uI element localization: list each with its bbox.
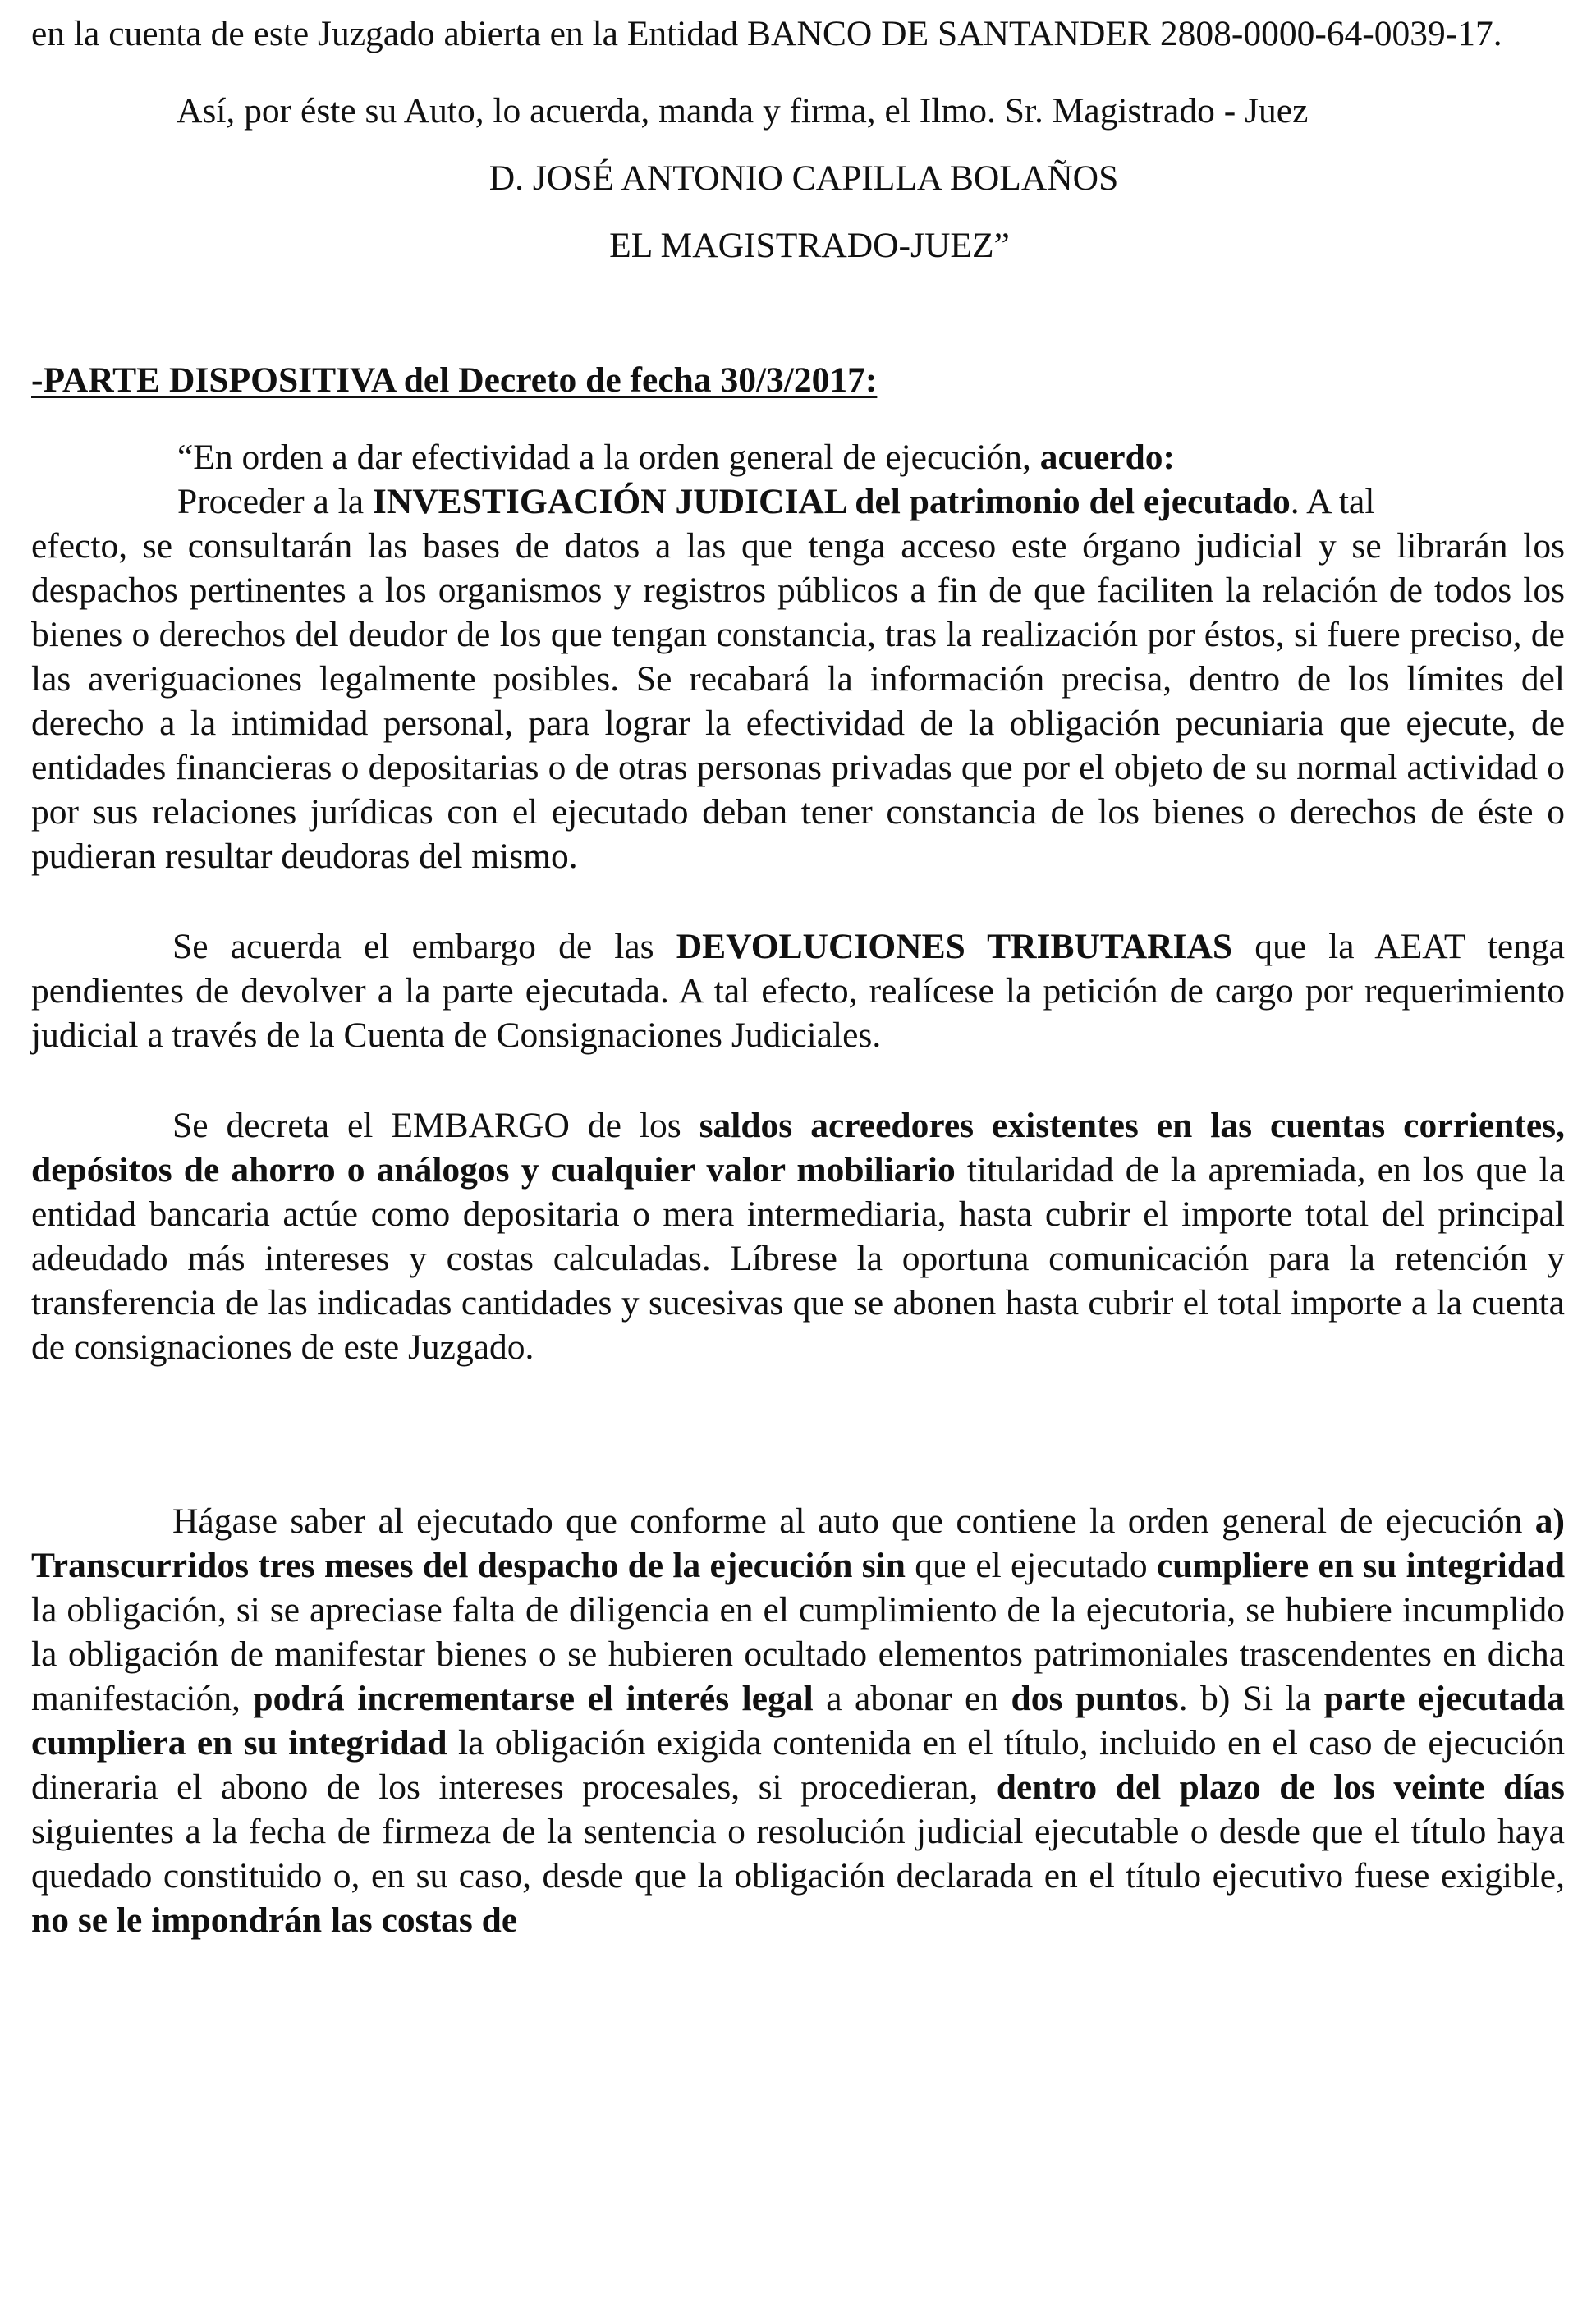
intro-paragraph: en la cuenta de este Juzgado abierta en la Entidad BANCO DE SANTANDER 2808-0000-64-0039-17. [31, 14, 1502, 53]
judge-title: EL MAGISTRADO-JUEZ” [609, 226, 1010, 265]
document-page [31, 11, 1565, 1942]
paragraph-1-line-2: Proceder a la INVESTIGACIÓN JUDICIAL del patrimonio del ejecutado. A tal [177, 482, 1375, 521]
paragraph-1-line-1: “En orden a dar efectividad a la orden general de ejecución, acuerdo: [177, 438, 1175, 477]
paragraph-4: Hágase saber al ejecutado que conforme al auto que contiene la orden general de ejecución a) Transcurridos tres meses del despacho de la ejecución sin que el ejecutado cumpliere en su integridad la obligación, si se apreciase falta de diligencia en el cumplimiento de la ejecutoria, se hubiere incumplido la obligación de manifestar bienes o se hubieren ocultado elementos patrimoniales trascendentes en dicha manifestación, podrá incrementarse el interés legal a abonar en dos puntos. b) Si la parte ejecutada cumpliera en su integridad la obligación exigida contenida en el título, incluido en el caso de ejecución dineraria el abono de los intereses procesales, si procedieran, dentro del plazo de los veinte días siguientes a la fecha de firmeza de la sentencia o resolución judicial ejecutable o desde que el título haya quedado constituido o, en su caso, desde que la obligación declarada en el título ejecutivo fuese exigible, no se le impondrán las costas de [31, 1501, 1566, 1940]
paragraph-2: Se acuerda el embargo de las DEVOLUCIONES TRIBUTARIAS que la AEAT tenga pendientes de devolver a la parte ejecutada. A tal efecto, realícese la petición de cargo por requerimiento judicial a través de la Cuenta de Consignaciones Judiciales. [31, 927, 1565, 1055]
paragraph-3: Se decreta el EMBARGO de los saldos acreedores existentes en las cuentas corrientes, depósitos de ahorro o análogos y cualquier valor mobiliario titularidad de la apremiada, en los que la entidad bancaria actúe como depositaria o mera intermediaria, hasta cubrir el importe total del principal adeudado más intereses y costas calculadas. Líbrese la oportuna comunicación para la retención y transferencia de las indicadas cantidades y sucesivas que se abonen hasta cubrir el total importe a la cuenta de consignaciones de este Juzgado. [31, 1106, 1565, 1367]
section-heading: -PARTE DISPOSITIVA del Decreto de fecha 30/3/2017: [31, 360, 878, 400]
signature-clause: Así, por éste su Auto, lo acuerda, manda y firma, el Ilmo. Sr. Magistrado - Juez [177, 91, 1309, 131]
judge-name: D. JOSÉ ANTONIO CAPILLA BOLAÑOS [488, 158, 1119, 198]
paragraph-1-body: efecto, se consultarán las bases de datos a las que tenga acceso este órgano judicial y se librarán los despachos pertinentes a los organismos y registros públicos a fin de que faciliten la relación de todos los bienes o derechos del deudor de los que tengan constancia, tras la realización por éstos, si fuere preciso, de las averiguaciones legalmente posibles. Se recabará la información precisa, dentro de los límites del derecho a la intimidad personal, para lograr la efectividad de la obligación pecuniaria que ejecute, de entidades financieras o depositarias o de otras personas privadas que por el objeto de su normal actividad o por sus relaciones jurídicas con el ejecutado deban tener constancia de los bienes o derechos de éste o pudieran resultar deudoras del mismo. [31, 526, 1565, 876]
